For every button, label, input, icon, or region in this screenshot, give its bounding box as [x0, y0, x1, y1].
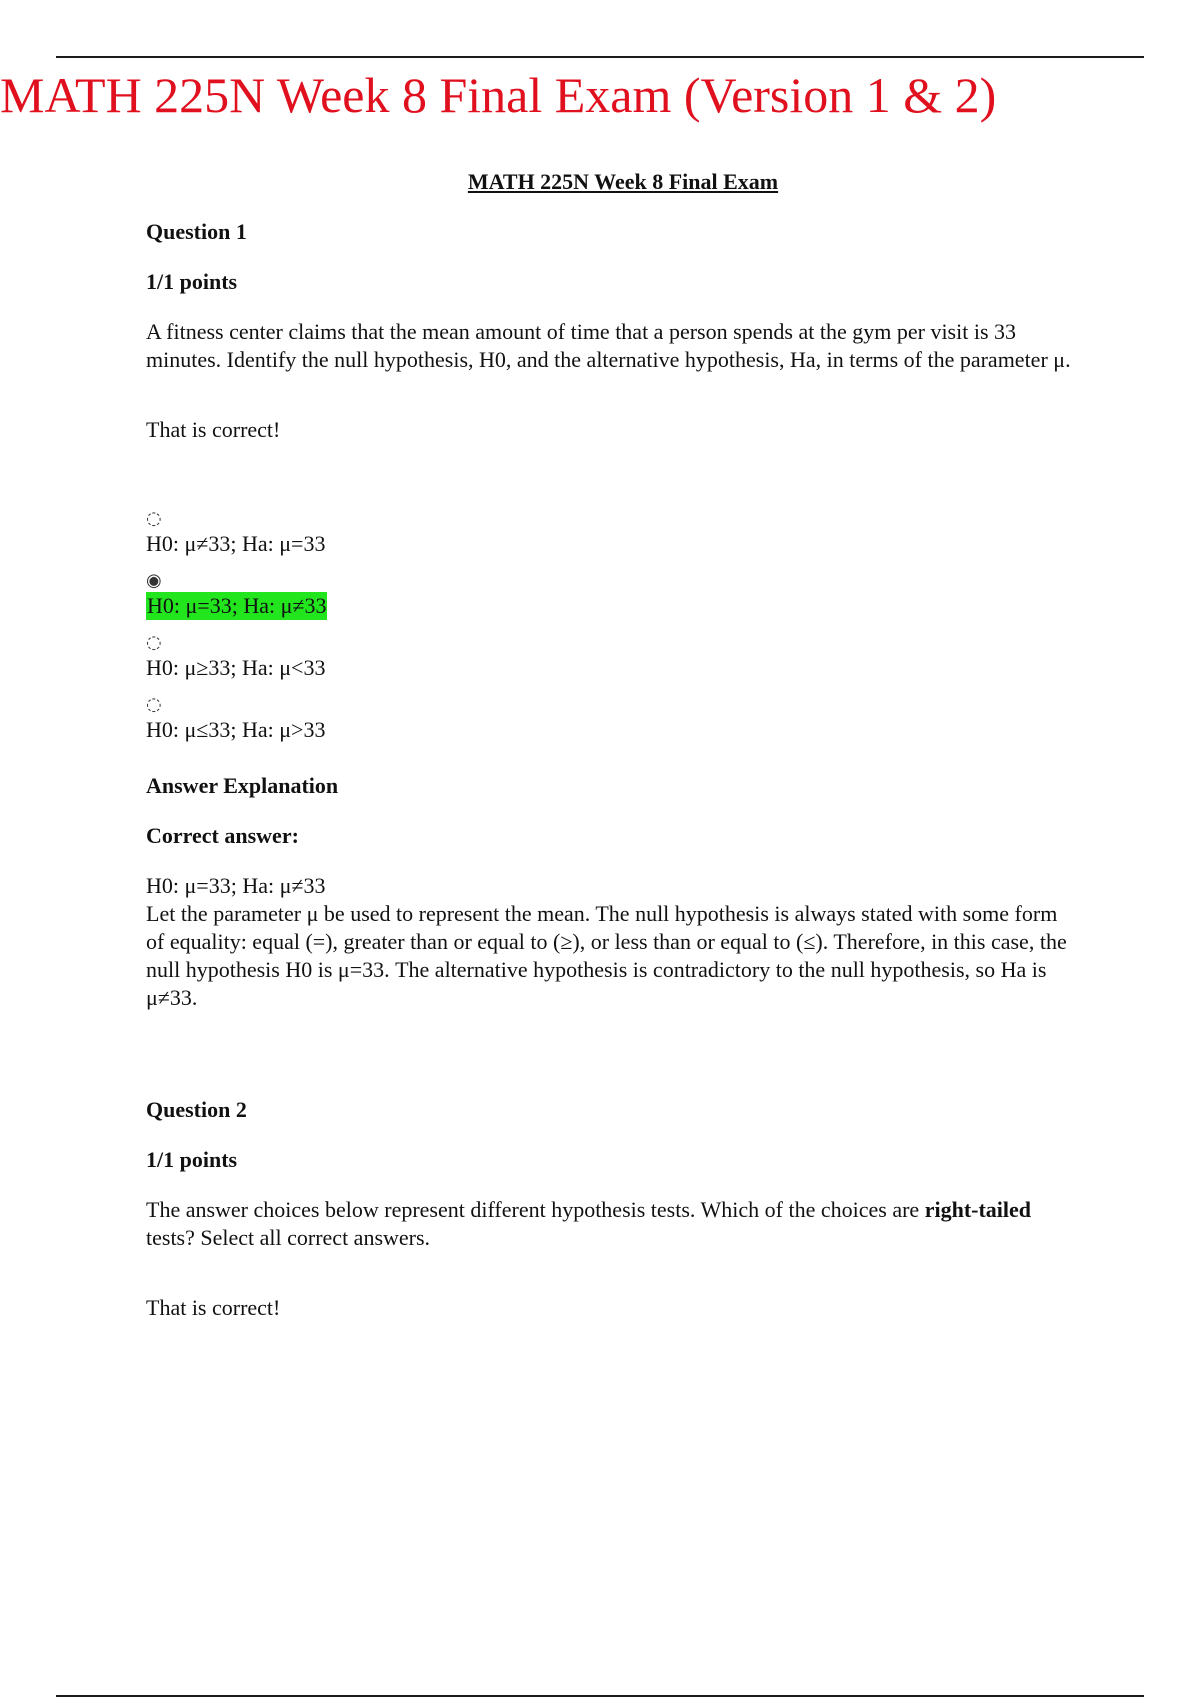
option-3[interactable] — [146, 626, 1076, 688]
question-1-text: A fitness center claims that the mean amount of time that a person spends at the gym per visit is 33 minutes. Identify the null hypothesis, H0, and the alternative hypothesis, Ha, in terms of the parameter μ. — [146, 319, 1071, 372]
question-2-text-end: tests? Select all correct answers. — [146, 1225, 431, 1250]
radio-unselected-icon[interactable]: ◌ — [146, 632, 162, 653]
question-2-text-emphasis: right-tailed — [924, 1197, 1032, 1222]
question-2-text-start: The answer choices below represent different hypothesis tests. Which of the choices are — [146, 1197, 925, 1222]
option-4[interactable] — [146, 688, 1076, 750]
question-2-points: 1/1 points — [146, 1147, 238, 1172]
radio-selected-icon[interactable]: ◉ — [146, 570, 162, 591]
option-1[interactable] — [146, 502, 1076, 564]
explanation-text: Let the parameter μ be used to represent the mean. The null hypothesis is always stated with some form of equality: equal (=), greater than or equal to (≥), or less than or equal to (≤). Therefore, in this case, the null hypothesis H0 is μ=33. The alternative hypothesis is contradictory to the null hypothesis, so Ha is μ≠33. — [146, 901, 1067, 1010]
exam-subtitle: MATH 225N Week 8 Final Exam — [467, 169, 779, 194]
answer-explanation-heading: Answer Explanation — [146, 773, 339, 798]
bottom-rule — [56, 1695, 1144, 1697]
option-2[interactable] — [146, 564, 1076, 626]
exam-content — [146, 168, 1076, 1380]
question-2-text — [146, 1196, 1076, 1252]
correct-answer-text: H0: μ=33; Ha: μ≠33 — [146, 873, 326, 898]
question-1-points: 1/1 points — [146, 269, 238, 294]
question-2-heading: Question 2 — [146, 1097, 247, 1122]
radio-unselected-icon[interactable]: ◌ — [146, 694, 162, 715]
radio-unselected-icon[interactable]: ◌ — [146, 508, 162, 529]
question-1 — [146, 218, 1076, 1012]
correct-answer-label: Correct answer: — [146, 823, 299, 848]
option-3-text: H0: μ≥33; Ha: μ<33 — [146, 655, 326, 680]
question-1-options — [146, 502, 1076, 750]
question-1-heading: Question 1 — [146, 219, 247, 244]
question-2 — [146, 1096, 1076, 1322]
top-rule — [56, 56, 1144, 58]
option-2-text-highlighted: H0: μ=33; Ha: μ≠33 — [147, 593, 327, 618]
option-4-text: H0: μ≤33; Ha: μ>33 — [146, 717, 326, 742]
question-2-feedback: That is correct! — [146, 1295, 281, 1320]
option-1-text: H0: μ≠33; Ha: μ=33 — [146, 531, 326, 556]
page-title: MATH 225N Week 8 Final Exam (Version 1 & 2) — [0, 67, 997, 123]
question-1-feedback: That is correct! — [146, 417, 281, 442]
